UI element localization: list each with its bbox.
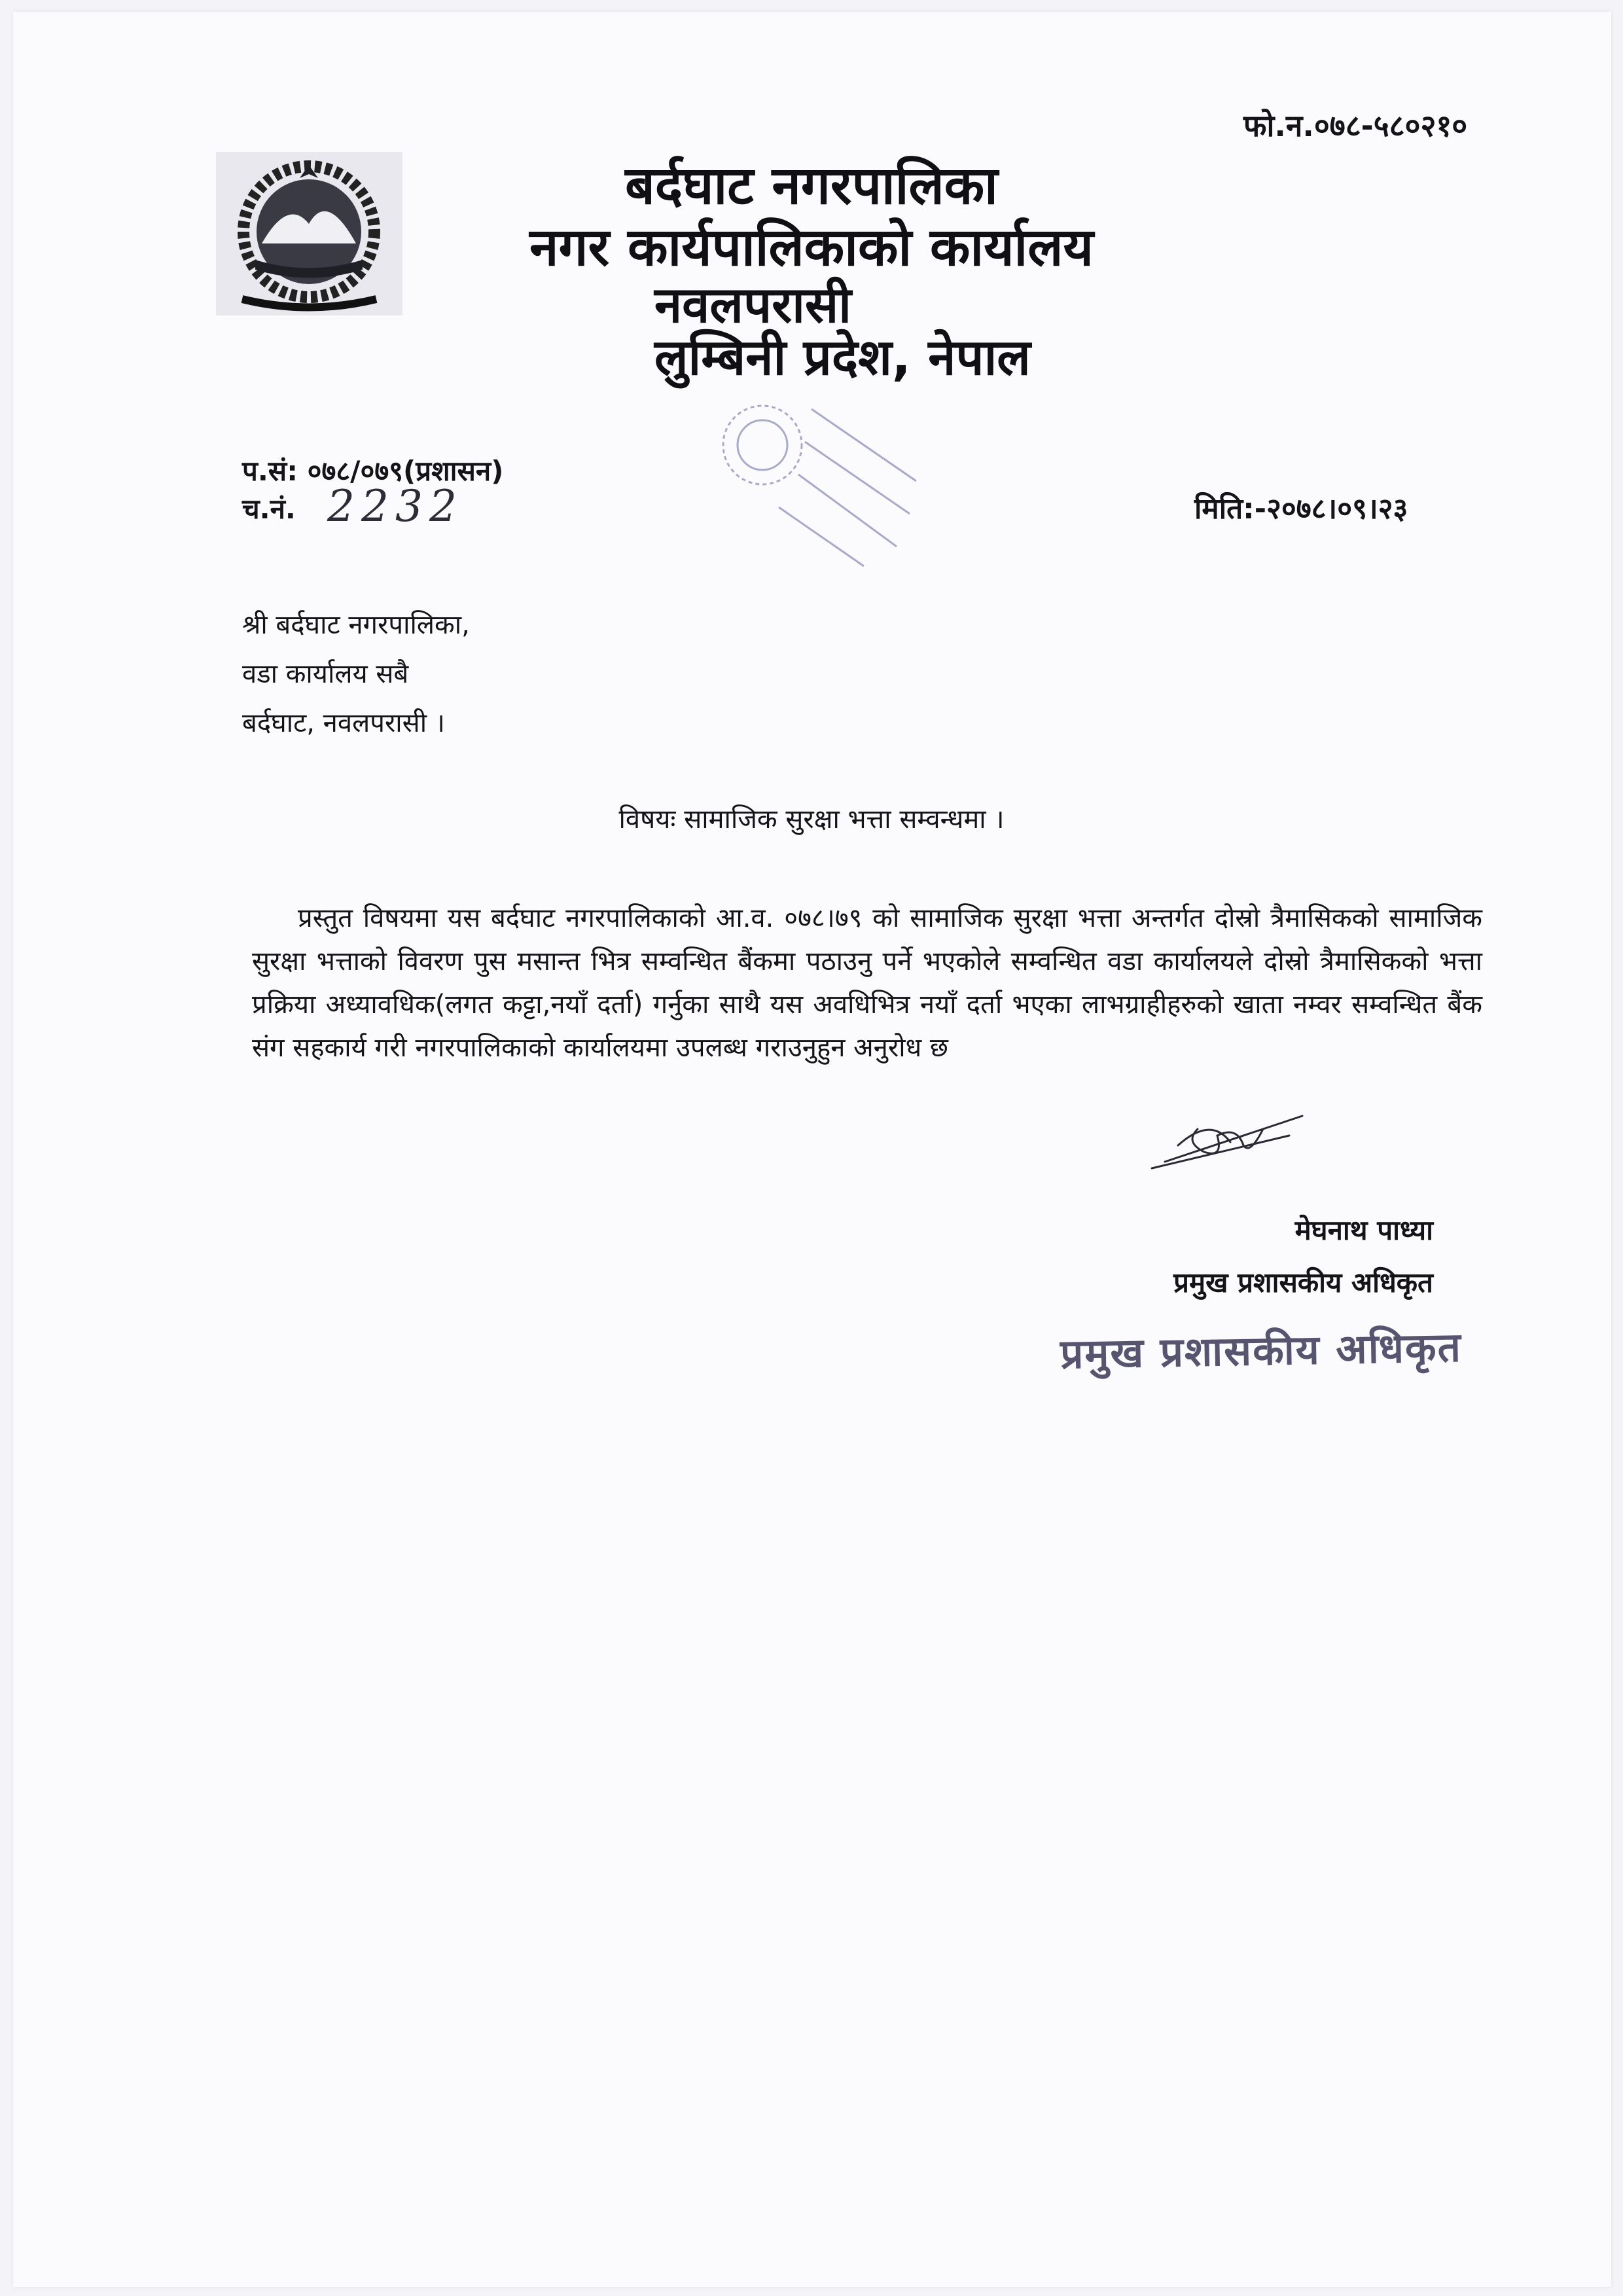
office-subtitle: नगर कार्यपालिकाको कार्यालय bbox=[529, 217, 1094, 278]
dispatch-label: च.नं. bbox=[242, 493, 296, 525]
office-stamp-icon bbox=[700, 383, 955, 579]
phone-number: फो.न.०७८-५८०२१० bbox=[1243, 108, 1468, 143]
official-seal: प्रमुख प्रशासकीय अधिकृत bbox=[1060, 1323, 1463, 1378]
office-name: बर्दघाट नगरपालिका bbox=[625, 155, 998, 216]
reference-number: प.सं: ०७८/०७९(प्रशासन) bbox=[242, 455, 504, 487]
letter-date: मिति:-२०७८।०९।२३ bbox=[1194, 492, 1408, 526]
signature-icon bbox=[1139, 1090, 1322, 1188]
letter-body: प्रस्तुत विषयमा यस बर्दघाट नगरपालिकाको आ.व. ०७८।७९ को सामाजिक सुरक्षा भत्ता अन्तर्गत दोस्रो त्रैमासिकको सामाजिक सुरक्षा भत्ताको विवरण पुस मसान्त भित्र सम्वन्धित बैंकमा पठाउनु पर्ने भएकोले सम्वन्धित वडा कार्यालयले दोस्रो त्रैमासिकको भत्ता प्रक्रिया अध्यावधिक(लगत कट्टा,नयाँ दर्ता) गर्नुका साथै यस अवधिभित्र नयाँ दर्ता भएका लाभग्राहीहरुको खाता नम्वर सम्वन्धित बैंक संग सहकार्य गरी नगरपालिकाको कार्यालयमा उपलब्ध गराउनुहुन अनुरोध छ bbox=[252, 903, 1482, 1063]
province-name: लुम्बिनी प्रदेश, नेपाल bbox=[654, 328, 1031, 386]
letter-subject: विषयः सामाजिक सुरक्षा भत्ता सम्वन्धमा । bbox=[618, 804, 1005, 834]
addressee-line-3: बर्दघाट, नवलपरासी । bbox=[242, 708, 445, 738]
signatory-name: मेघनाथ पाध्या bbox=[1294, 1214, 1433, 1246]
signatory-title: प्रमुख प्रशासकीय अधिकृत bbox=[1173, 1266, 1433, 1299]
addressee-line-2: वडा कार्यालय सबै bbox=[242, 659, 409, 689]
dispatch-number: 2232 bbox=[327, 481, 463, 531]
district-name: नवलपरासी bbox=[654, 276, 851, 334]
addressee-line-1: श्री बर्दघाट नगरपालिका, bbox=[242, 610, 470, 640]
